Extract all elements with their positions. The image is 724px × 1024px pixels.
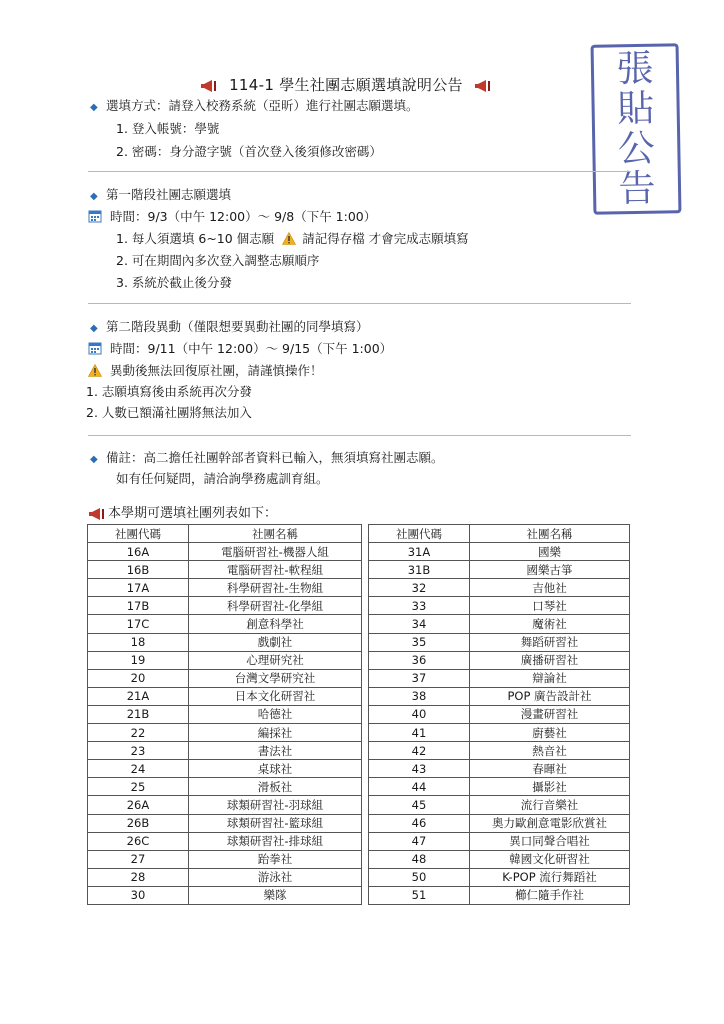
club-code: 25 bbox=[88, 778, 189, 796]
table-row bbox=[88, 597, 362, 615]
table-row bbox=[88, 850, 362, 868]
club-code: 31A bbox=[369, 543, 470, 561]
club-code: 24 bbox=[88, 760, 189, 778]
club-name: 滑板社 bbox=[189, 778, 362, 796]
diamond-bullet-icon: ◆ bbox=[90, 102, 98, 113]
phase2-warning bbox=[88, 362, 323, 380]
club-name: 吉他社 bbox=[470, 579, 630, 597]
club-list-heading bbox=[88, 505, 277, 523]
column-header-name: 社團名稱 bbox=[189, 525, 362, 543]
club-name: 漫畫研習社 bbox=[470, 705, 630, 723]
table-row bbox=[369, 850, 630, 868]
club-code: 16A bbox=[88, 543, 189, 561]
club-name: 球類研習社-羽球組 bbox=[189, 796, 362, 814]
club-name: 電腦研習社-軟程組 bbox=[189, 561, 362, 579]
club-name: 廚藝社 bbox=[470, 724, 630, 742]
table-row bbox=[88, 687, 362, 705]
club-name: 戲劇社 bbox=[189, 633, 362, 651]
table-row bbox=[88, 832, 362, 850]
phase2-item2: 2. 人數已額滿社團將無法加入 bbox=[86, 405, 252, 420]
club-code: 17A bbox=[88, 579, 189, 597]
club-name: 韓國文化研習社 bbox=[470, 850, 630, 868]
phase1-heading-text: 第一階段社團志願選填 bbox=[106, 187, 232, 202]
club-name: 異口同聲合唱社 bbox=[470, 832, 630, 850]
club-code: 37 bbox=[369, 669, 470, 687]
club-table-right bbox=[368, 524, 630, 905]
phase1-time-text: 時間：9/3（中午 12:00）～ 9/8（下午 1:00） bbox=[110, 209, 377, 224]
phase2-time-text: 時間：9/11（中午 12:00）～ 9/15（下午 1:00） bbox=[110, 341, 393, 356]
club-name: 國樂古箏 bbox=[470, 561, 630, 579]
club-list-heading-text: 本學期可選填社團列表如下： bbox=[108, 506, 278, 521]
club-code: 20 bbox=[88, 669, 189, 687]
club-code: 34 bbox=[369, 615, 470, 633]
warning-icon bbox=[282, 232, 296, 245]
calendar-icon bbox=[88, 341, 102, 355]
club-code: 41 bbox=[369, 724, 470, 742]
table-row bbox=[88, 651, 362, 669]
megaphone-icon bbox=[88, 507, 106, 521]
club-code: 31B bbox=[369, 561, 470, 579]
club-name: 辯論社 bbox=[470, 669, 630, 687]
column-header-code: 社團代碼 bbox=[369, 525, 470, 543]
club-name: 口琴社 bbox=[470, 597, 630, 615]
club-code: 46 bbox=[369, 814, 470, 832]
club-code: 28 bbox=[88, 868, 189, 886]
club-name: 舞蹈研習社 bbox=[470, 633, 630, 651]
table-row bbox=[369, 705, 630, 723]
column-header-name: 社團名稱 bbox=[470, 525, 630, 543]
phase2-item1: 1. 志願填寫後由系統再次分發 bbox=[86, 384, 252, 399]
club-name: 創意科學社 bbox=[189, 615, 362, 633]
table-row bbox=[88, 724, 362, 742]
club-name: 科學研習社-化學組 bbox=[189, 597, 362, 615]
club-name: 哈德社 bbox=[189, 705, 362, 723]
diamond-bullet-icon: ◆ bbox=[90, 323, 98, 334]
diamond-bullet-icon: ◆ bbox=[90, 454, 98, 465]
table-row bbox=[369, 832, 630, 850]
phase1-item1-text: 1. 每人須選填 6~10 個志願 bbox=[116, 231, 275, 246]
table-row bbox=[88, 579, 362, 597]
club-code: 36 bbox=[369, 651, 470, 669]
club-code: 26A bbox=[88, 796, 189, 814]
table-row bbox=[88, 633, 362, 651]
phase2-time bbox=[88, 340, 392, 358]
page-title-row bbox=[200, 74, 492, 95]
table-row bbox=[369, 579, 630, 597]
club-name: POP 廣告設計社 bbox=[470, 687, 630, 705]
club-name: 廣播研習社 bbox=[470, 651, 630, 669]
club-code: 18 bbox=[88, 633, 189, 651]
intro-item: 1. 登入帳號：學號 bbox=[116, 121, 220, 136]
table-row bbox=[369, 778, 630, 796]
table-row bbox=[369, 724, 630, 742]
club-code: 43 bbox=[369, 760, 470, 778]
club-name: K-POP 流行舞蹈社 bbox=[470, 868, 630, 886]
note-line1 bbox=[90, 449, 444, 469]
club-code: 23 bbox=[88, 742, 189, 760]
club-name: 書法社 bbox=[189, 742, 362, 760]
club-code: 47 bbox=[369, 832, 470, 850]
column-header-code: 社團代碼 bbox=[88, 525, 189, 543]
intro-method bbox=[90, 97, 419, 117]
table-row bbox=[369, 651, 630, 669]
calendar-icon bbox=[88, 209, 102, 223]
club-code: 44 bbox=[369, 778, 470, 796]
warning-icon bbox=[88, 364, 102, 377]
table-row bbox=[369, 687, 630, 705]
club-code: 50 bbox=[369, 868, 470, 886]
club-name: 跆拳社 bbox=[189, 850, 362, 868]
club-name: 桌球社 bbox=[189, 760, 362, 778]
club-name: 編採社 bbox=[189, 724, 362, 742]
megaphone-icon bbox=[474, 79, 492, 93]
phase1-heading bbox=[90, 186, 231, 206]
club-code: 32 bbox=[369, 579, 470, 597]
intro-item: 2. 密碼：身分證字號（首次登入後須修改密碼） bbox=[116, 144, 382, 159]
table-row bbox=[88, 760, 362, 778]
intro-method-text: 選填方式：請登入校務系統（亞昕）進行社團志願選填。 bbox=[106, 98, 419, 113]
club-name: 球類研習社-排球組 bbox=[189, 832, 362, 850]
stamp-char: 貼 bbox=[616, 86, 655, 131]
divider bbox=[88, 303, 631, 304]
table-row bbox=[88, 705, 362, 723]
phase1-time bbox=[88, 208, 376, 226]
club-name: 心理研究社 bbox=[189, 651, 362, 669]
table-row bbox=[369, 868, 630, 886]
table-row bbox=[88, 778, 362, 796]
table-header-row bbox=[88, 525, 362, 543]
phase2-heading-text: 第二階段異動（僅限想要異動社團的同學填寫） bbox=[106, 319, 369, 334]
club-code: 38 bbox=[369, 687, 470, 705]
club-name: 游泳社 bbox=[189, 868, 362, 886]
club-name: 科學研習社-生物組 bbox=[189, 579, 362, 597]
club-name: 樂隊 bbox=[189, 886, 362, 904]
phase1-item3: 3. 系統於截止後分發 bbox=[116, 275, 232, 290]
stamp-char: 張 bbox=[616, 46, 654, 91]
megaphone-icon bbox=[200, 79, 218, 93]
table-row bbox=[369, 543, 630, 561]
club-code: 26B bbox=[88, 814, 189, 832]
club-code: 16B bbox=[88, 561, 189, 579]
phase1-item2: 2. 可在期間內多次登入調整志願順序 bbox=[116, 253, 320, 268]
club-code: 40 bbox=[369, 705, 470, 723]
club-code: 45 bbox=[369, 796, 470, 814]
table-header-row bbox=[369, 525, 630, 543]
club-name: 流行音樂社 bbox=[470, 796, 630, 814]
table-row bbox=[369, 633, 630, 651]
stamp-char: 公 bbox=[617, 126, 656, 171]
club-name: 日本文化研習社 bbox=[189, 687, 362, 705]
table-row bbox=[88, 868, 362, 886]
club-code: 27 bbox=[88, 850, 189, 868]
club-name: 國樂 bbox=[470, 543, 630, 561]
table-row bbox=[369, 760, 630, 778]
club-name: 春暉社 bbox=[470, 760, 630, 778]
table-row bbox=[369, 669, 630, 687]
club-table-left bbox=[87, 524, 362, 905]
club-name: 魔術社 bbox=[470, 615, 630, 633]
phase2-warning-text: 異動後無法回復原社團，請謹慎操作！ bbox=[110, 363, 323, 378]
table-row bbox=[88, 814, 362, 832]
club-name: 台灣文學研究社 bbox=[189, 669, 362, 687]
club-code: 51 bbox=[369, 886, 470, 904]
club-name: 球類研習社-籃球組 bbox=[189, 814, 362, 832]
table-row bbox=[369, 742, 630, 760]
club-code: 17C bbox=[88, 615, 189, 633]
diamond-bullet-icon: ◆ bbox=[90, 191, 98, 202]
phase1-item1-save-note: 請記得存檔 才會完成志願填寫 bbox=[302, 231, 469, 246]
club-code: 21B bbox=[88, 705, 189, 723]
club-code: 19 bbox=[88, 651, 189, 669]
table-row bbox=[369, 561, 630, 579]
club-name: 攝影社 bbox=[470, 778, 630, 796]
club-code: 35 bbox=[369, 633, 470, 651]
club-code: 42 bbox=[369, 742, 470, 760]
table-row bbox=[88, 886, 362, 904]
phase2-heading bbox=[90, 318, 369, 338]
table-row bbox=[88, 543, 362, 561]
table-row bbox=[88, 561, 362, 579]
club-code: 33 bbox=[369, 597, 470, 615]
club-code: 22 bbox=[88, 724, 189, 742]
table-row bbox=[369, 886, 630, 904]
club-name: 櫛仁隨手作社 bbox=[470, 886, 630, 904]
table-row bbox=[88, 796, 362, 814]
club-code: 21A bbox=[88, 687, 189, 705]
page-title: 114-1 學生社團志願選填說明公告 bbox=[229, 76, 463, 94]
club-code: 17B bbox=[88, 597, 189, 615]
table-row bbox=[88, 615, 362, 633]
club-name: 熱音社 bbox=[470, 742, 630, 760]
divider bbox=[88, 171, 631, 172]
phase1-item1 bbox=[116, 230, 469, 248]
stamp-char: 告 bbox=[618, 166, 656, 211]
table-row bbox=[369, 597, 630, 615]
note-line1-text: 備註：高二擔任社團幹部者資料已輸入，無須填寫社團志願。 bbox=[106, 450, 444, 465]
club-name: 電腦研習社-機器人組 bbox=[189, 543, 362, 561]
club-code: 26C bbox=[88, 832, 189, 850]
table-row bbox=[88, 669, 362, 687]
table-row bbox=[369, 615, 630, 633]
divider bbox=[88, 435, 631, 436]
posting-stamp bbox=[591, 43, 682, 215]
club-code: 48 bbox=[369, 850, 470, 868]
table-row bbox=[88, 742, 362, 760]
note-line2: 如有任何疑問，請洽詢學務處訓育組。 bbox=[116, 471, 329, 486]
table-row bbox=[369, 814, 630, 832]
club-code: 30 bbox=[88, 886, 189, 904]
table-row bbox=[369, 796, 630, 814]
club-name: 奧力歐創意電影欣賞社 bbox=[470, 814, 630, 832]
